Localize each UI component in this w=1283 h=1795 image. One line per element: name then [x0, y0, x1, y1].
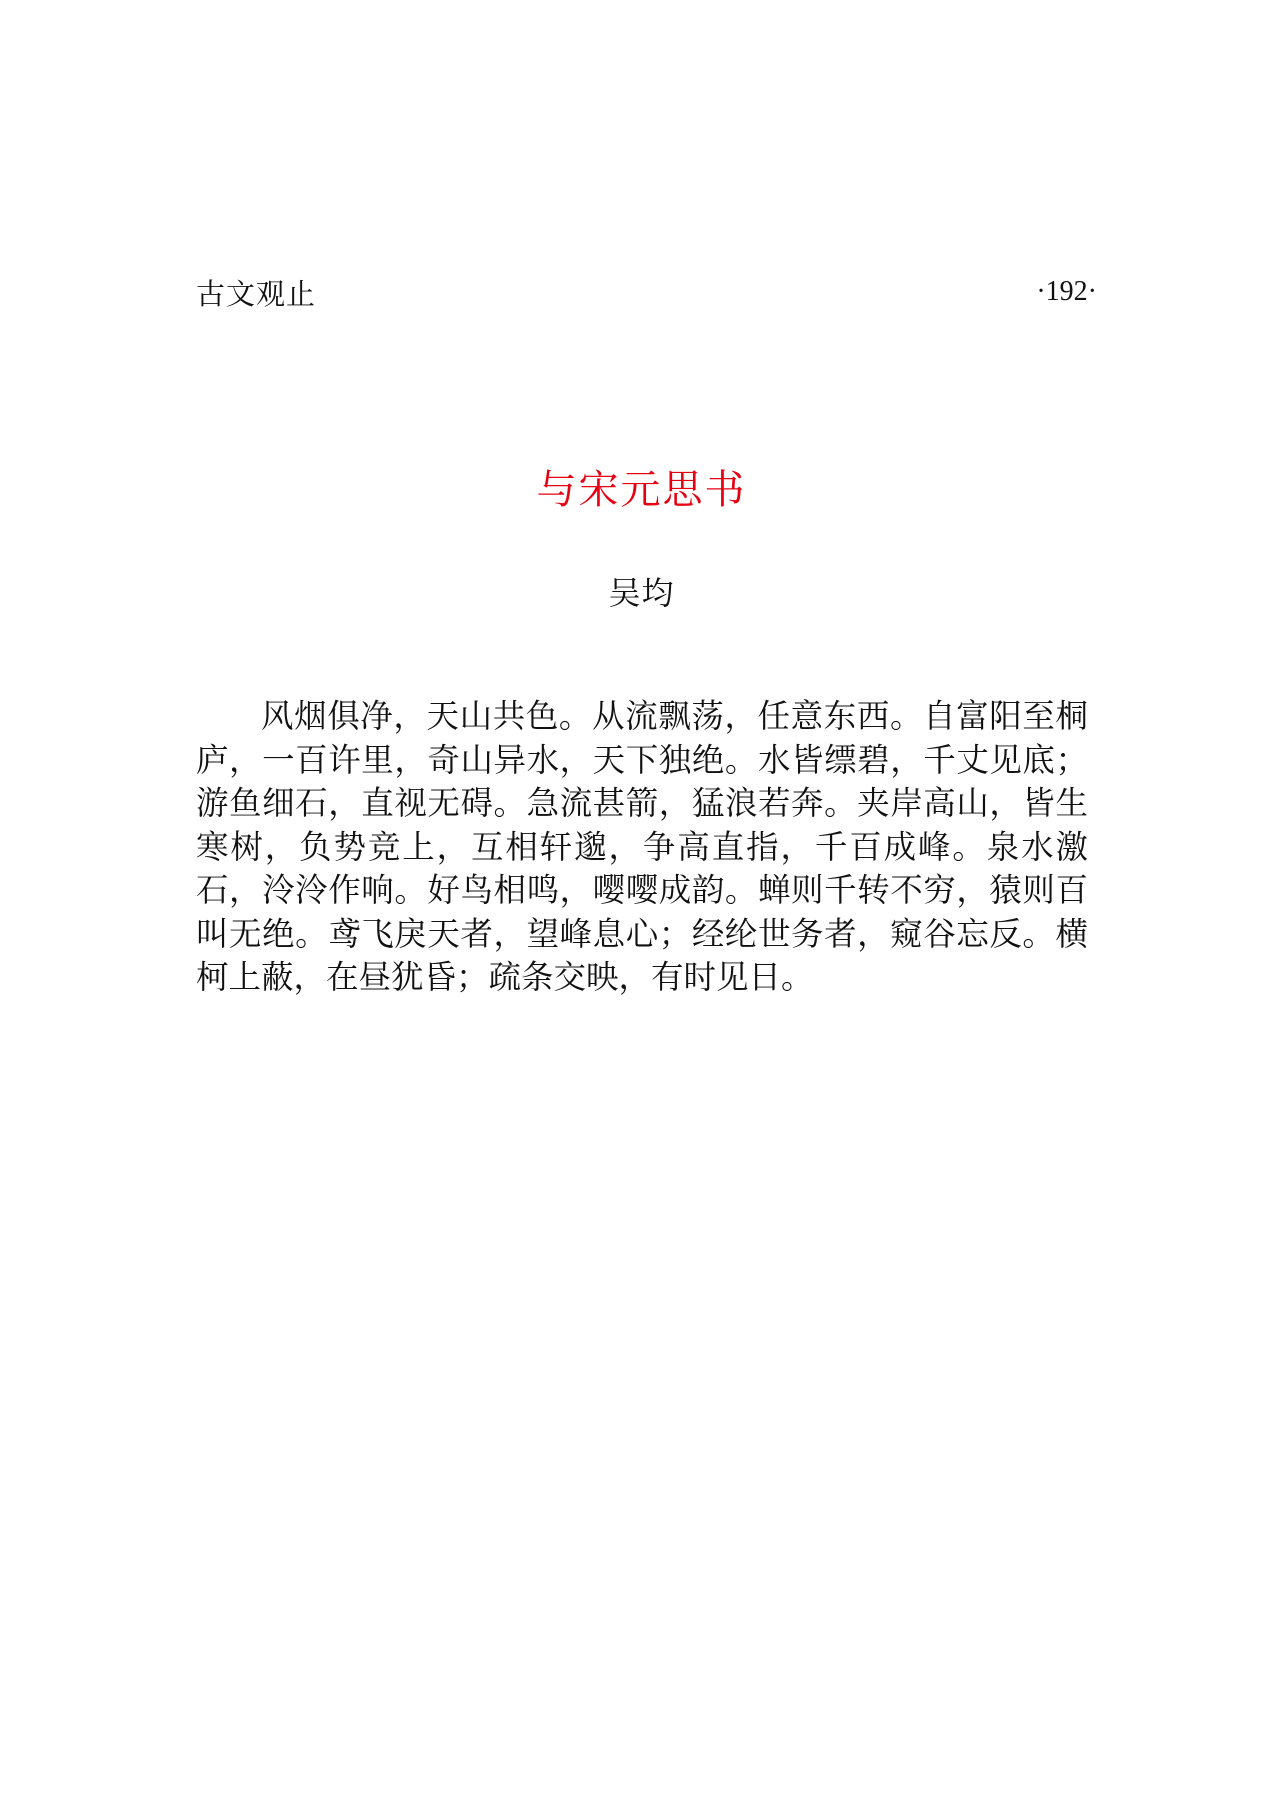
article-title: 与宋元思书	[536, 467, 747, 513]
article-body: 风烟俱净，天山共色。从流飘荡，任意东西。自富阳至桐庐，一百许里，奇山异水，天下独绝。水皆缥碧，千丈见底；游鱼细石，直视无碍。急流甚箭，猛浪若奔。夹岸高山，皆生寒树，负势竞上，互相轩邈，争高直指，千百成峰。泉水激石，泠泠作响。好鸟相鸣，嘤嘤成韵。蝉则千转不穷，猿则百叫无绝。鸢飞戾天者，望峰息心；经纶世务者，窥谷忘反。横柯上蔽，在昼犹昏；疏条交映，有时见日。	[196, 697, 1088, 996]
page-header	[196, 270, 1097, 314]
article-author: 吴均	[608, 574, 675, 612]
book-title: 古文观止	[196, 276, 317, 311]
page-number: ·192·	[1036, 276, 1097, 307]
